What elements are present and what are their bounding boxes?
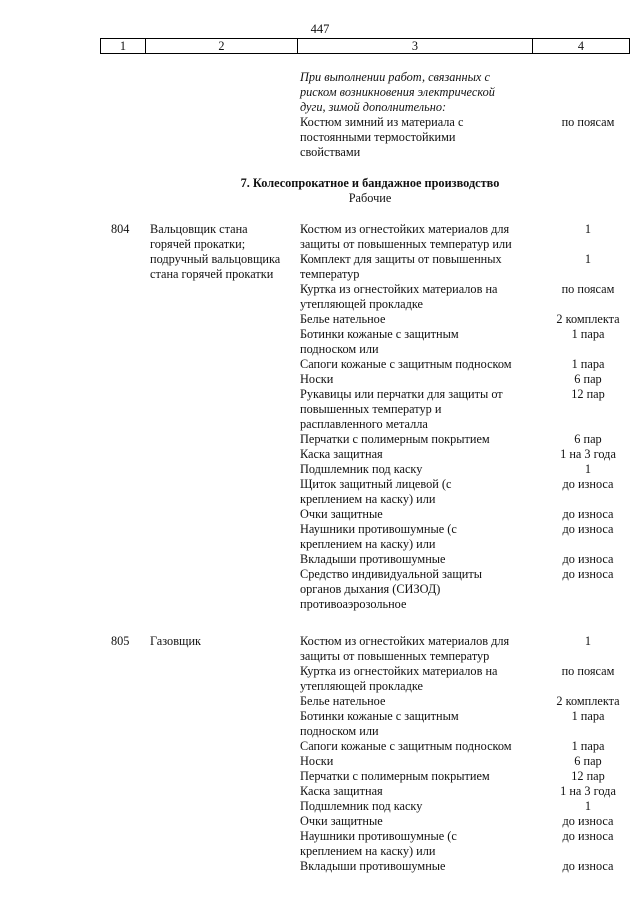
- ppe-item: Щиток защитный лицевой (с: [300, 477, 452, 491]
- table-row: [0, 372, 640, 387]
- intro-block: [0, 70, 640, 160]
- intro-item-line: свойствами: [300, 145, 361, 159]
- ppe-item: Рукавицы или перчатки для защиты от: [300, 387, 503, 401]
- ppe-item: Очки защитные: [300, 814, 383, 828]
- issue-norm: 12 пар: [571, 769, 605, 783]
- table-row: [0, 267, 640, 282]
- ppe-item: подноском или: [300, 724, 379, 738]
- ppe-item: Наушники противошумные (с: [300, 522, 457, 536]
- ppe-item: Очки защитные: [300, 507, 383, 521]
- column-header-1: 1: [101, 39, 146, 53]
- ppe-item: защиты от повышенных температур: [300, 649, 490, 663]
- ppe-item: Ботинки кожаные с защитным: [300, 709, 459, 723]
- table-row: [0, 679, 640, 694]
- table-row: [0, 552, 640, 567]
- table-row: [0, 387, 640, 402]
- table-row: [0, 754, 640, 769]
- ppe-item: Перчатки с полимерным покрытием: [300, 432, 490, 446]
- intro-note-line: дуги, зимой дополнительно:: [300, 100, 447, 114]
- issue-norm: 1: [584, 222, 592, 236]
- section-title: 7. Колесопрокатное и бандажное производство: [240, 176, 500, 190]
- table-row: [0, 709, 640, 724]
- table-row: [0, 312, 640, 327]
- ppe-item: Подшлемник под каску: [300, 462, 423, 476]
- entry-805: [0, 634, 640, 874]
- table-row: [0, 537, 640, 552]
- table-row: [0, 567, 640, 582]
- issue-norm: 1: [584, 634, 592, 648]
- issue-norm: 12 пар: [571, 387, 605, 401]
- table-row: [0, 784, 640, 799]
- issue-norm: 1 пара: [571, 739, 605, 753]
- table-row: [0, 492, 640, 507]
- profession-name: Вальцовщик стана: [150, 222, 248, 236]
- ppe-item: утепляющей прокладке: [300, 297, 423, 311]
- table-row: [0, 739, 640, 754]
- issue-norm: 1 пара: [571, 709, 605, 723]
- column-header-row: [100, 38, 630, 54]
- issue-norm: до износа: [562, 552, 614, 566]
- table-row: [0, 222, 640, 237]
- ppe-item: Перчатки с полимерным покрытием: [300, 769, 490, 783]
- table-row: [0, 522, 640, 537]
- ppe-item: Сапоги кожаные с защитным подноском: [300, 357, 512, 371]
- table-row: [0, 844, 640, 859]
- ppe-item: Носки: [300, 754, 334, 768]
- table-row: [0, 297, 640, 312]
- ppe-item: Костюм из огнестойких материалов для: [300, 222, 510, 236]
- issue-norm: 6 пар: [574, 432, 602, 446]
- table-row: [0, 814, 640, 829]
- table-row: [0, 649, 640, 664]
- table-row: [0, 634, 640, 649]
- table-row: [0, 237, 640, 252]
- issue-norm: 1: [584, 252, 592, 266]
- issue-norm: до износа: [562, 507, 614, 521]
- ppe-item: температур: [300, 267, 360, 281]
- ppe-item: Белье нательное: [300, 694, 386, 708]
- intro-note-line: При выполнении работ, связанных с: [300, 70, 490, 84]
- ppe-item: Сапоги кожаные с защитным подноском: [300, 739, 512, 753]
- intro-item-line: постоянными термостойкими: [300, 130, 456, 144]
- table-row: [0, 799, 640, 814]
- entry-804: [0, 222, 640, 612]
- ppe-item: Куртка из огнестойких материалов на: [300, 664, 498, 678]
- table-row: [0, 664, 640, 679]
- section-subtitle: Рабочие: [348, 191, 392, 205]
- table-row: [0, 724, 640, 739]
- table-row: [0, 582, 640, 597]
- intro-note-line: риском возникновения электрической: [300, 85, 495, 99]
- issue-norm: до износа: [562, 522, 614, 536]
- issue-norm: до износа: [562, 829, 614, 843]
- issue-norm: по поясам: [561, 282, 615, 296]
- issue-norm: 2 комплекта: [556, 694, 620, 708]
- column-header-2: 2: [146, 39, 298, 53]
- ppe-item: Ботинки кожаные с защитным: [300, 327, 459, 341]
- table-row: [0, 507, 640, 522]
- table-row: [0, 859, 640, 874]
- issue-norm: 1: [584, 799, 592, 813]
- issue-norm: по поясам: [561, 664, 615, 678]
- table-row: [0, 402, 640, 417]
- intro-norm: по поясам: [561, 115, 615, 129]
- table-row: [0, 282, 640, 297]
- ppe-item: утепляющей прокладке: [300, 679, 423, 693]
- ppe-item: органов дыхания (СИЗОД): [300, 582, 441, 596]
- ppe-item: креплением на каску) или: [300, 537, 436, 551]
- issue-norm: 1 пара: [571, 327, 605, 341]
- ppe-item: креплением на каску) или: [300, 492, 436, 506]
- profession-name: подручный вальцовщика: [150, 252, 281, 266]
- table-row: [0, 252, 640, 267]
- column-header-4: 4: [577, 39, 585, 53]
- issue-norm: до износа: [562, 567, 614, 581]
- issue-norm: 1 пара: [571, 357, 605, 371]
- issue-norm: до износа: [562, 814, 614, 828]
- table-row: [0, 477, 640, 492]
- issue-norm: до износа: [562, 477, 614, 491]
- issue-norm: 2 комплекта: [556, 312, 620, 326]
- table-row: [0, 327, 640, 342]
- issue-norm: до износа: [562, 859, 614, 873]
- ppe-item: Каска защитная: [300, 447, 383, 461]
- ppe-item: Средство индивидуальной защиты: [300, 567, 483, 581]
- ppe-item: противоаэрозольное: [300, 597, 407, 611]
- table-row: [0, 417, 640, 432]
- table-row: [0, 432, 640, 447]
- ppe-item: Каска защитная: [300, 784, 383, 798]
- ppe-item: подноском или: [300, 342, 379, 356]
- page-number: 447: [310, 22, 330, 36]
- profession-name: Газовщик: [150, 634, 202, 648]
- issue-norm: 1 на 3 года: [560, 784, 616, 798]
- table-row: [0, 447, 640, 462]
- ppe-item: Наушники противошумные (с: [300, 829, 457, 843]
- issue-norm: 1: [584, 462, 592, 476]
- table-row: [0, 462, 640, 477]
- ppe-item: Костюм из огнестойких материалов для: [300, 634, 510, 648]
- profession-name: стана горячей прокатки: [150, 267, 274, 281]
- profession-name: горячей прокатки;: [150, 237, 246, 251]
- ppe-item: расплавленного металла: [300, 417, 428, 431]
- ppe-item: Куртка из огнестойких материалов на: [300, 282, 498, 296]
- table-row: [0, 357, 640, 372]
- column-header-3: 3: [298, 39, 533, 53]
- ppe-item: Вкладыши противошумные: [300, 552, 446, 566]
- issue-norm: 6 пар: [574, 754, 602, 768]
- table-row: [0, 694, 640, 709]
- ppe-item: повышенных температур и: [300, 402, 442, 416]
- issue-norm: 6 пар: [574, 372, 602, 386]
- ppe-item: Подшлемник под каску: [300, 799, 423, 813]
- ppe-item: Носки: [300, 372, 334, 386]
- issue-norm: 1 на 3 года: [560, 447, 616, 461]
- ppe-item: защиты от повышенных температур или: [300, 237, 512, 251]
- ppe-item: Вкладыши противошумные: [300, 859, 446, 873]
- ppe-item: Белье нательное: [300, 312, 386, 326]
- table-row: [0, 597, 640, 612]
- table-row: [0, 769, 640, 784]
- ppe-item: Комплект для защиты от повышенных: [300, 252, 502, 266]
- entry-number: 804: [111, 222, 130, 236]
- table-row: [0, 342, 640, 357]
- ppe-item: креплением на каску) или: [300, 844, 436, 858]
- table-row: [0, 829, 640, 844]
- entry-number: 805: [111, 634, 130, 648]
- intro-item-line: Костюм зимний из материала с: [300, 115, 464, 129]
